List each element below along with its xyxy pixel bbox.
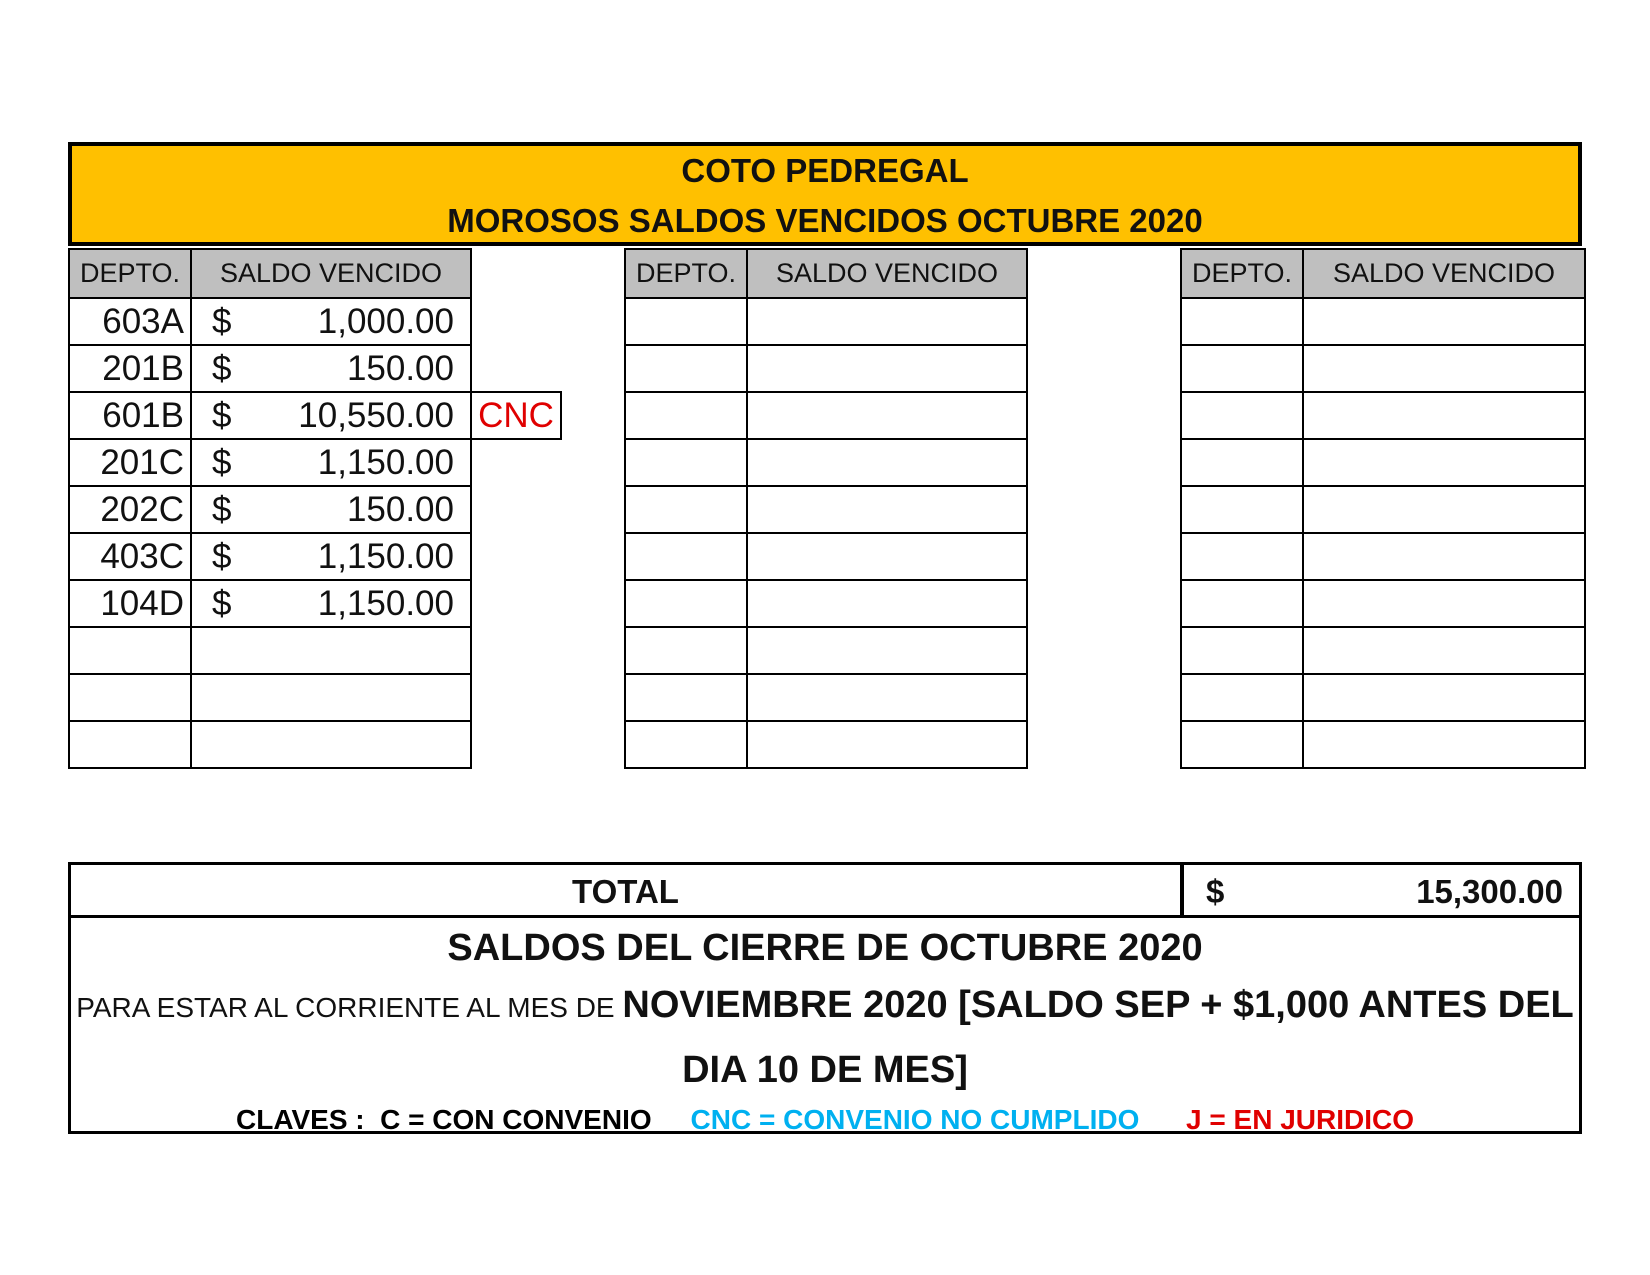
saldo-cell — [191, 533, 471, 580]
report-title: MOROSOS SALDOS VENCIDOS OCTUBRE 2020 — [447, 202, 1203, 239]
table-row-empty — [1181, 721, 1585, 768]
table-row-empty — [625, 627, 1027, 674]
report-header — [68, 142, 1582, 246]
table-row-empty — [625, 439, 1027, 486]
debtors-table-2 — [624, 248, 1028, 769]
summary-box — [68, 862, 1582, 1134]
col-header-depto: DEPTO. — [625, 249, 747, 298]
table-row-empty — [1181, 392, 1585, 439]
amount: 1,150.00 — [317, 442, 454, 482]
col-header-saldo: SALDO VENCIDO — [1303, 249, 1585, 298]
community-name: COTO PEDREGAL — [681, 152, 969, 189]
status-tag-cnc: CNC — [471, 392, 561, 439]
col-header-saldo: SALDO VENCIDO — [747, 249, 1027, 298]
currency-sign: $ — [212, 348, 232, 388]
table-row — [69, 392, 561, 439]
depto-cell: 201C — [69, 439, 191, 486]
table-row — [69, 533, 561, 580]
table-row-empty — [625, 721, 1027, 768]
total-currency: $ — [1206, 873, 1225, 910]
depto-cell: 201B — [69, 345, 191, 392]
instructions-prefix: PARA ESTAR AL CORRIENTE AL MES DE — [76, 992, 623, 1023]
amount: 10,550.00 — [298, 395, 454, 435]
legend-keys — [71, 1098, 1579, 1142]
total-value-cell — [1184, 865, 1579, 915]
table-row-empty — [1181, 439, 1585, 486]
table-row — [69, 298, 561, 345]
amount: 1,150.00 — [317, 583, 454, 623]
currency-sign: $ — [212, 395, 232, 435]
table-row-empty — [1181, 674, 1585, 721]
table-row-empty — [1181, 298, 1585, 345]
col-header-depto: DEPTO. — [69, 249, 191, 298]
table-row-empty — [625, 345, 1027, 392]
table-row-empty — [625, 674, 1027, 721]
table-row-empty — [625, 392, 1027, 439]
table-row-empty — [625, 486, 1027, 533]
saldo-cell — [191, 439, 471, 486]
table-row-empty — [1181, 486, 1585, 533]
saldo-cell — [191, 345, 471, 392]
table-row-empty — [1181, 580, 1585, 627]
key-convenio: CLAVES : C = CON CONVENIO — [236, 1104, 652, 1135]
depto-cell: 601B — [69, 392, 191, 439]
amount: 150.00 — [346, 348, 454, 388]
total-label: TOTAL — [71, 865, 1184, 915]
key-cnc: CNC = CONVENIO NO CUMPLIDO — [690, 1104, 1140, 1135]
table-row-empty — [1181, 533, 1585, 580]
table-row-empty — [625, 298, 1027, 345]
table-row-empty — [69, 721, 561, 768]
currency-sign: $ — [212, 583, 232, 623]
total-amount: 15,300.00 — [1416, 873, 1563, 910]
table-row — [69, 486, 561, 533]
debtors-table-3 — [1180, 248, 1586, 769]
table-row-empty — [1181, 345, 1585, 392]
table-row-empty — [625, 580, 1027, 627]
currency-sign: $ — [212, 301, 232, 341]
table-row — [69, 439, 561, 486]
debtors-table-1 — [68, 248, 562, 769]
table-row-empty — [1181, 627, 1585, 674]
saldo-cell — [191, 580, 471, 627]
table-row — [69, 580, 561, 627]
total-row — [71, 865, 1579, 918]
saldo-cell — [191, 298, 471, 345]
key-juridico: J = EN JURIDICO — [1186, 1104, 1414, 1135]
col-header-depto: DEPTO. — [1181, 249, 1303, 298]
currency-sign: $ — [212, 442, 232, 482]
closing-title: SALDOS DEL CIERRE DE OCTUBRE 2020 — [447, 927, 1203, 969]
depto-cell: 603A — [69, 298, 191, 345]
instructions-continued: DIA 10 DE MES] — [682, 1049, 968, 1091]
depto-cell: 403C — [69, 533, 191, 580]
amount: 150.00 — [346, 489, 454, 529]
instructions-line — [71, 976, 1579, 1042]
table-row — [69, 345, 561, 392]
instructions-main: NOVIEMBRE 2020 [SALDO SEP + $1,000 ANTES DEL — [622, 984, 1574, 1026]
col-header-saldo: SALDO VENCIDO — [191, 249, 471, 298]
currency-sign: $ — [212, 536, 232, 576]
saldo-cell — [191, 486, 471, 533]
table-row-empty — [69, 627, 561, 674]
table-row-empty — [625, 533, 1027, 580]
depto-cell: 202C — [69, 486, 191, 533]
amount: 1,000.00 — [317, 301, 454, 341]
saldo-cell — [191, 392, 471, 439]
table-row-empty — [69, 674, 561, 721]
depto-cell: 104D — [69, 580, 191, 627]
amount: 1,150.00 — [317, 536, 454, 576]
currency-sign: $ — [212, 489, 232, 529]
